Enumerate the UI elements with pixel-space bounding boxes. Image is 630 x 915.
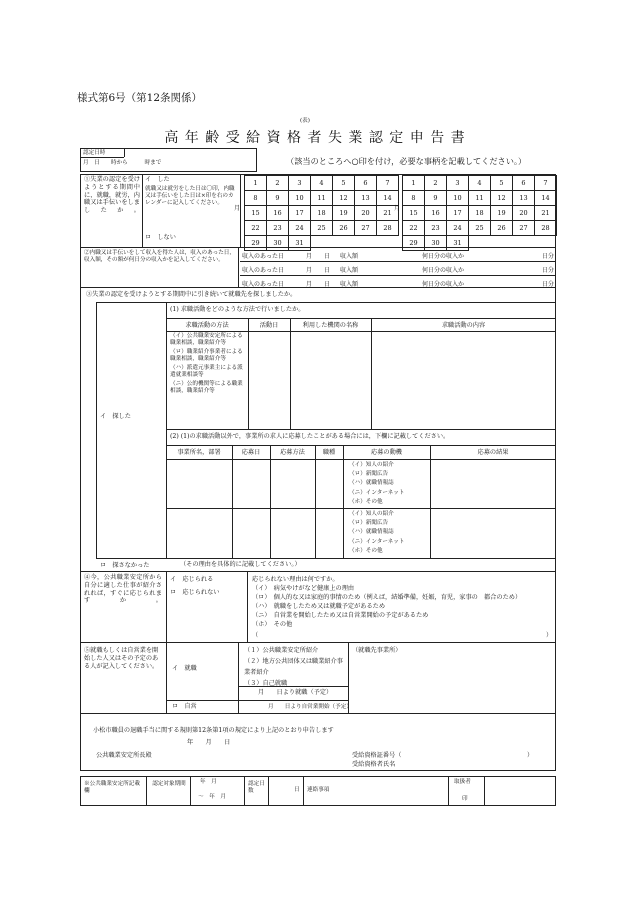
income-date-label: 収入のあった日 — [242, 267, 284, 274]
calendar-day-cell[interactable]: 23 — [425, 221, 447, 236]
section5-jiei-date: 月 日より自営業開始（予定） — [268, 704, 352, 710]
calendar-day-cell[interactable]: 4 — [311, 176, 333, 191]
calendar-row — [245, 191, 399, 206]
calendar-day-cell[interactable]: 15 — [245, 206, 267, 221]
method-item: （ニ）公的機関等による職業相談，職業紹介等 — [170, 380, 243, 394]
calendar-day-cell[interactable]: 6 — [355, 176, 377, 191]
motive-item[interactable]: （ホ）その他 — [349, 498, 383, 505]
section3-question: ③失業の認定を受けようとする期間中に引き続いて就職先を探しましたか。 — [86, 291, 297, 298]
calendar-day-cell[interactable]: 24 — [289, 221, 311, 236]
calendar-day-cell[interactable]: 16 — [267, 206, 289, 221]
section1-description: 就職又は就労をした日は〇印，内職又は手伝いをした日は×印を右のカレンダーに記入してください。 — [145, 186, 235, 206]
calendar-day-cell[interactable]: 4 — [469, 176, 491, 191]
calendar-day-cell[interactable]: 19 — [491, 206, 513, 221]
calendar-day-cell[interactable]: 10 — [447, 191, 469, 206]
reason-item[interactable]: （ニ） 自営業を開始したため又は自営業開始の予定があるため — [252, 612, 429, 619]
income-month-unit: 月 — [306, 281, 313, 288]
income-days-label: 何日分の収入か — [422, 253, 465, 260]
calendar-day-cell[interactable]: 5 — [491, 176, 513, 191]
calendar-day-cell[interactable]: 11 — [469, 191, 491, 206]
certificate-number-close: ） — [527, 752, 534, 759]
income-month-unit: 月 — [306, 253, 313, 260]
income-days-unit: 日分 — [542, 281, 555, 288]
income-amount-label: 収入額 — [340, 267, 359, 274]
employment-route-option[interactable]: （２）地方公共団体又は職業紹介事業者紹介 — [244, 658, 343, 676]
calendar-day-cell[interactable]: 29 — [403, 236, 425, 251]
calendar-day-cell[interactable]: 14 — [535, 191, 557, 206]
reason-item[interactable]: （イ） 病気やけがなど健康上の理由 — [252, 585, 355, 592]
section1-option-shita[interactable]: イ した — [145, 176, 170, 183]
reason-paren-open: （ — [252, 632, 259, 639]
motive-item[interactable]: （ロ）新聞広告 — [349, 471, 389, 478]
calendar-day-cell[interactable]: 19 — [333, 206, 355, 221]
section3-sub2: (2) (1)の求職活動以外で，事業所の求人に応募したことがある場合には，下欄に記載してください。 — [170, 433, 450, 440]
calendar-day-cell[interactable]: 16 — [425, 206, 447, 221]
calendar-day-cell[interactable]: 23 — [267, 221, 289, 236]
section4-question: ④今，公共職業安定所から自分に適した仕事が紹介されれば，すぐに応じられますか。 — [84, 574, 162, 605]
section5-option-shushoku[interactable]: イ 就職 — [172, 665, 197, 672]
calendar-row — [245, 206, 399, 221]
section3-option-sagashita[interactable]: イ 探した — [100, 413, 131, 420]
income-date-label: 収入のあった日 — [242, 253, 284, 260]
reason-item[interactable]: （ハ） 就職をしたため又は就職予定があるため — [252, 603, 386, 610]
calendar-day-cell[interactable]: 24 — [447, 221, 469, 236]
section5-date-line: 月 日より就職（予定） — [258, 689, 333, 696]
calendar-day-cell[interactable]: 26 — [491, 221, 513, 236]
calendar-day-cell[interactable]: 20 — [513, 206, 535, 221]
sub1-header-content: 求職活動の内容 — [441, 322, 486, 329]
target-period-start: 年 月 — [200, 779, 217, 785]
method-list — [170, 333, 246, 397]
income-amount-label: 収入額 — [340, 281, 359, 288]
income-days-label: 何日分の収入か — [422, 267, 465, 274]
calendar-day-cell[interactable]: 31 — [289, 236, 311, 251]
calendar-day-cell[interactable]: 21 — [377, 206, 399, 221]
calendar-day-cell[interactable]: 18 — [469, 206, 491, 221]
certificate-number-label: 受給資格証番号（ — [352, 752, 402, 759]
nintei-days-label: 認定日数 — [248, 781, 265, 794]
calendar-1 — [244, 175, 399, 251]
section5-options — [244, 645, 344, 689]
income-day-unit: 日 — [324, 267, 331, 274]
calendar-day-cell[interactable]: 8 — [245, 191, 267, 206]
calendar-day-cell[interactable]: 14 — [377, 191, 399, 206]
calendar-row — [403, 176, 557, 191]
calendar-day-cell[interactable]: 22 — [245, 221, 267, 236]
calendar2-month-label: 月 — [394, 205, 401, 212]
calendar-day-cell[interactable]: 13 — [513, 191, 535, 206]
sub1-header-method: 求職活動の方法 — [185, 322, 229, 329]
section4-option-ojirarenai[interactable]: ロ 応じられない — [170, 589, 220, 596]
employment-route-option[interactable]: （３）自己就職 — [244, 680, 288, 687]
calendar-day-cell[interactable]: 10 — [289, 191, 311, 206]
target-period-label: 認定対象期間 — [152, 781, 186, 787]
seal-mark: 印 — [462, 796, 468, 802]
calendar-row — [403, 191, 557, 206]
declaration-recipient: 公共職業安定所長殿 — [96, 752, 152, 759]
calendar-row — [245, 221, 399, 236]
section1-question: ①失業の認定を受けようとする期間中に，就職，就労，内職又は手伝いをしましたか。 — [84, 176, 140, 214]
calendar-day-cell[interactable]: 27 — [355, 221, 377, 236]
sub2-header-method: 応募方法 — [280, 449, 305, 456]
calendar-day-cell[interactable]: 26 — [333, 221, 355, 236]
calendar-day-cell[interactable]: 17 — [447, 206, 469, 221]
calendar-day-cell[interactable]: 6 — [513, 176, 535, 191]
income-day-unit: 日 — [324, 253, 331, 260]
nintei-date-line: 月 日 時から 時まで — [83, 160, 162, 166]
nintei-label: 認定日時 — [83, 150, 106, 156]
section1-option-shinai[interactable]: ロ しない — [145, 234, 176, 241]
sub2-header-motive: 応募の動機 — [371, 449, 402, 456]
calendar-day-cell[interactable]: 28 — [377, 221, 399, 236]
motive-item[interactable]: （ニ）インターネット — [349, 538, 405, 545]
form-number: 様式第6号（第12条関係） — [77, 92, 203, 104]
income-row — [240, 248, 556, 262]
calendar-day-cell[interactable]: 9 — [267, 191, 289, 206]
motive-item[interactable]: （イ）知人の紹介 — [349, 462, 394, 468]
calendar-day-cell[interactable]: 17 — [289, 206, 311, 221]
calendar-day-cell[interactable]: 9 — [425, 191, 447, 206]
calendar-day-cell[interactable]: 8 — [403, 191, 425, 206]
section5-question: ⑤就職もしくは自営業を開始した人又はその予定のある人が記入してください。 — [84, 647, 159, 670]
sub2-header-job: 職種 — [322, 449, 336, 456]
calendar-row — [403, 206, 557, 221]
motive-item[interactable]: （ロ）新聞広告 — [349, 520, 389, 527]
motive-item[interactable]: （ホ）その他 — [349, 547, 383, 554]
reason-item[interactable]: （ロ） 個人的な又は家庭的事情のため（例えば，結婚準備，妊娠，育児，家事の 都合のため） — [252, 594, 522, 601]
motive-item[interactable]: （ハ）就職情報誌 — [349, 480, 394, 487]
calendar-day-cell[interactable]: 25 — [311, 221, 333, 236]
section3-sub1: (1) 求職活動をどのような方法で行いましたか。 — [170, 306, 305, 313]
contact-notes-label: 連絡事項 — [307, 787, 330, 793]
calendar-day-cell[interactable]: 1 — [403, 176, 425, 191]
income-rows — [240, 248, 556, 289]
declaration-text: 小松市職員の退職手当に関する規則第12条第1項の規定により上記のとおり申告します — [93, 727, 334, 734]
income-date-label: 収入のあった日 — [242, 281, 284, 288]
method-item: （イ）公共職業安定所による職業相談，職業紹介等 — [170, 333, 243, 346]
calendar-row — [245, 176, 399, 191]
section3-reason-note: （その理由を具体的に記載してください。） — [180, 561, 301, 568]
calendar-day-cell[interactable]: 30 — [425, 236, 447, 251]
income-days-label: 何日分の収入か — [422, 281, 465, 288]
section3-option-sagasanakatta[interactable]: ロ 探さなかった — [100, 562, 150, 569]
motive-item[interactable]: （イ）知人の紹介 — [349, 511, 394, 517]
recipient-name-label: 受給資格者氏名 — [352, 761, 396, 768]
calendar-day-cell[interactable]: 13 — [355, 191, 377, 206]
calendar-day-cell[interactable]: 15 — [403, 206, 425, 221]
calendar-day-cell[interactable]: 27 — [513, 221, 535, 236]
income-days-unit: 日分 — [542, 253, 555, 260]
calendar-2 — [402, 175, 557, 251]
calendar-day-cell[interactable]: 29 — [245, 236, 267, 251]
calendar-day-cell[interactable]: 5 — [333, 176, 355, 191]
calendar-day-cell[interactable]: 25 — [469, 221, 491, 236]
calendar-row — [403, 221, 557, 236]
target-period-end: ～ 年 月 — [198, 794, 226, 800]
income-row — [240, 262, 556, 276]
calendar-day-cell[interactable]: 20 — [355, 206, 377, 221]
sub2-header-company: 事業所名，部署 — [177, 449, 221, 456]
method-item: （ロ）職業紹介事業者による職業相談，職業紹介等 — [170, 348, 243, 362]
reason-item[interactable]: （ホ） その他 — [252, 621, 293, 628]
calendar-day-cell[interactable]: 1 — [245, 176, 267, 191]
calendar-day-cell[interactable]: 7 — [377, 176, 399, 191]
sub1-header-date: 活動日 — [259, 322, 279, 329]
page-title: 高 年 齢 受 給 資 格 者 失 業 認 定 申 告 書 — [164, 130, 466, 146]
section5-employer-label: （就職先事業所） — [352, 647, 402, 654]
method-item: （ハ）派遣元事業主による派遣就業相談等 — [170, 364, 243, 378]
calendar-day-cell[interactable]: 28 — [535, 221, 557, 236]
section4-reason-title: 応じられない理由は何ですか。 — [252, 576, 339, 583]
calendar-day-cell[interactable]: 12 — [491, 191, 513, 206]
handler-label: 取扱者 — [454, 779, 471, 785]
section5-option-jiei[interactable]: ロ 自営 — [172, 703, 197, 710]
income-amount-label: 収入額 — [340, 253, 359, 260]
income-day-unit: 日 — [324, 281, 331, 288]
calendar-day-cell[interactable]: 22 — [403, 221, 425, 236]
calendar-day-cell[interactable]: 2 — [267, 176, 289, 191]
calendar-day-cell[interactable]: 7 — [535, 176, 557, 191]
calendar-day-cell[interactable]: 11 — [311, 191, 333, 206]
sub2-header-date: 応募日 — [241, 449, 261, 456]
declaration-date: 年 月 日 — [187, 739, 231, 746]
calendar-day-cell[interactable]: 2 — [425, 176, 447, 191]
income-month-unit: 月 — [306, 267, 313, 274]
section4-reasons — [252, 584, 521, 629]
motive-item[interactable]: （ニ）インターネット — [349, 489, 405, 496]
office-use-label: ※公共職業安定所記載欄 — [84, 781, 140, 794]
calendar-day-cell[interactable]: 3 — [289, 176, 311, 191]
sub1-header-agency: 利用した機関の名称 — [302, 322, 359, 329]
section4-option-ojirareru[interactable]: イ 応じられる — [170, 576, 214, 583]
calendar-day-cell[interactable]: 18 — [311, 206, 333, 221]
income-days-unit: 日分 — [542, 267, 555, 274]
days-unit: 日 — [294, 787, 300, 793]
reason-paren-close: ） — [546, 632, 553, 639]
sub2-header-result: 応募の結果 — [477, 449, 509, 456]
section2-question: ②内職又は手伝いをして収入を得た人は，収入のあった日，収入額，その額が何日分の収入かを記入してください。 — [84, 250, 235, 263]
calendar-day-cell[interactable]: 31 — [447, 236, 469, 251]
nintei-box — [80, 148, 257, 172]
employment-route-option[interactable]: （１）公共職業安定所紹介 — [244, 647, 319, 654]
motive-list-1 — [349, 461, 404, 507]
calendar-day-cell[interactable]: 21 — [535, 206, 557, 221]
instruction: （該当のところへ○印を付け，必要な事柄を記載してください。） — [286, 156, 527, 166]
calendar-day-cell[interactable]: 30 — [267, 236, 289, 251]
omote-label: (表) — [300, 118, 310, 124]
calendar-day-cell[interactable]: 12 — [333, 191, 355, 206]
calendar1-month-label: 月 — [234, 205, 241, 212]
calendar-day-cell[interactable]: 3 — [447, 176, 469, 191]
motive-list-2 — [349, 510, 404, 556]
motive-item[interactable]: （ハ）就職情報誌 — [349, 529, 394, 536]
